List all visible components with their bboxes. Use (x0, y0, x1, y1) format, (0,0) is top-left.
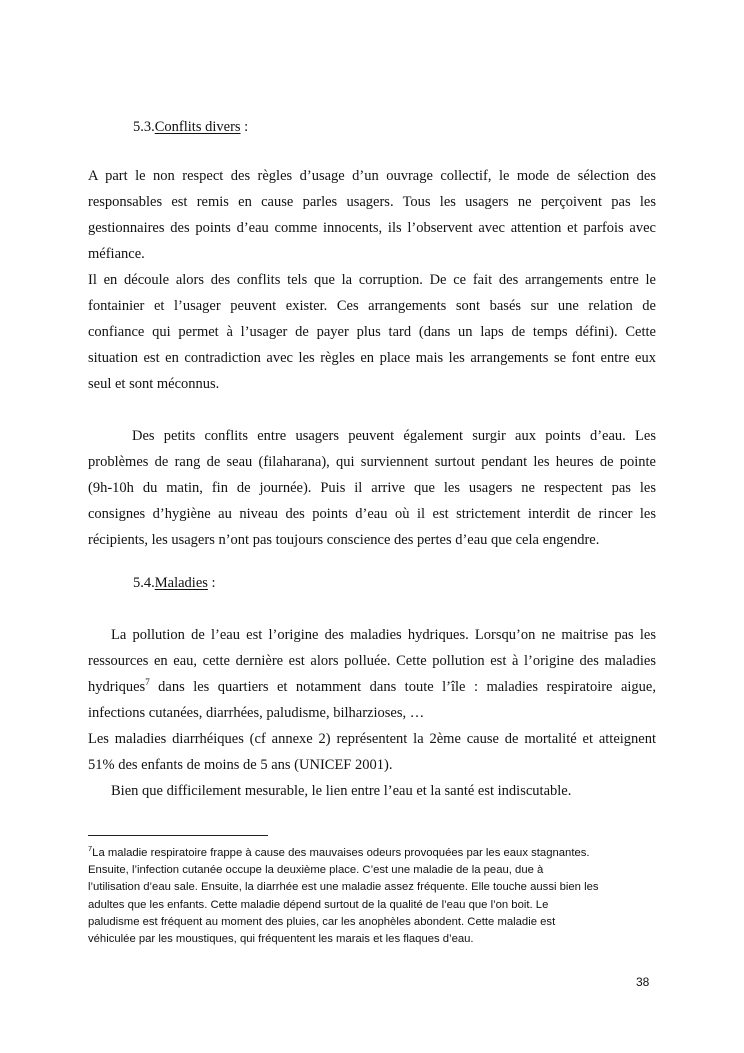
section-title: Maladies (154, 575, 208, 591)
paragraph-conclusion (88, 778, 656, 804)
footnote-line: adultes que les enfants. Cette maladie dépend surtout de la qualité de l’eau que l’on boit. Le (88, 898, 549, 911)
text-line: Il en découle alors des conflits tels que la corruption. De ce fait des arrangements entre le (88, 272, 656, 288)
footnote-line: véhiculée par les moustiques, qui fréquentent les marais et les flaques d’eau. (88, 933, 474, 946)
paragraph-petits-conflits (88, 423, 656, 553)
section-title-suffix: : (207, 575, 216, 591)
text-line: ressources en eau, cette dernière est alors polluée. Cette pollution est à l’origine des maladies (88, 653, 656, 669)
section-heading-5-4 (133, 574, 216, 592)
text-line: Des petits conflits entre usagers peuvent également surgir aux points d’eau. Les (132, 428, 656, 444)
footnote-line (88, 845, 658, 862)
text-line: gestionnaires des points d’eau comme innocents, ils l’observent avec attention et parfois avec (88, 220, 656, 236)
text-line: fontainier et l’usager peuvent exister. Ces arrangements sont basés sur une relation de (88, 298, 656, 314)
section-number: 5.4. (133, 575, 155, 591)
footnote-line: l’utilisation d’eau sale. Ensuite, la diarrhée est une maladie assez fréquente. Elle touche aussi bien les (88, 881, 599, 894)
section-title: Conflits divers (154, 119, 241, 135)
footnote (88, 845, 658, 948)
text-line: problèmes de rang de seau (filaharana), qui surviennent surtout pendant les heures de pointe (88, 454, 656, 470)
paragraph-diarrheiques (88, 726, 656, 778)
footnote-text: La maladie respiratoire frappe à cause des mauvaises odeurs provoquées par les eaux stagnantes. (92, 847, 590, 859)
section-title-suffix: : (240, 119, 249, 135)
text-line: (9h-10h du matin, fin de journée). Puis il arrive que les usagers ne respectent pas les (88, 480, 656, 496)
text-line: méfiance. (88, 246, 145, 262)
text-line: Les maladies diarrhéiques (cf annexe 2) représentent la 2ème cause de mortalité et atteignent (88, 731, 656, 747)
text-line: La pollution de l’eau est l’origine des maladies hydriques. Lorsqu’on ne maitrise pas les (111, 627, 656, 643)
text-line: seul et sont méconnus. (88, 376, 220, 392)
text-line: situation est en contradiction avec les règles en place mais les arrangements se font entre eux (88, 350, 656, 366)
text-line (88, 674, 656, 700)
text-segment: dans les quartiers et notamment dans toute l’île : maladies respiratoire aigue, (149, 679, 656, 695)
footnote-reference[interactable]: 7 (145, 677, 150, 688)
text-line: responsables est remis en cause parles usagers. Tous les usagers ne perçoivent pas les (88, 194, 656, 210)
section-number: 5.3. (133, 119, 155, 135)
footnote-line: paludisme est fréquent au moment des pluies, car les anophèles abondent. Cette maladie est (88, 915, 556, 928)
page-number: 38 (636, 975, 650, 989)
footnote-separator (88, 835, 268, 836)
section-heading-5-3 (133, 118, 248, 136)
text-line: consignes d’hygiène au niveau des points d’eau où il est strictement interdit de rincer les (88, 506, 656, 522)
footnote-line: Ensuite, l’infection cutanée occupe la deuxième place. C’est une maladie de la peau, due à (88, 864, 544, 877)
text-line: infections cutanées, diarrhées, paludisme, bilharzioses, … (88, 705, 425, 721)
footnote-marker: 7 (88, 844, 93, 854)
text-line: récipients, les usagers n’ont pas toujours conscience des pertes d’eau que cela engendre. (88, 532, 600, 548)
paragraph-pollution (88, 622, 656, 726)
text-line: 51% des enfants de moins de 5 ans (UNICEF 2001). (88, 757, 393, 773)
text-line: confiance qui permet à l’usager de payer plus tard (dans un laps de temps défini). Cette (88, 324, 656, 340)
text-line: A part le non respect des règles d’usage d’un ouvrage collectif, le mode de sélection des (88, 168, 656, 184)
paragraph-selection-responsables (88, 163, 656, 267)
text-line: Bien que difficilement mesurable, le lien entre l’eau et la santé est indiscutable. (111, 783, 572, 799)
text-segment: hydriques (88, 679, 146, 695)
paragraph-corruption (88, 267, 656, 397)
